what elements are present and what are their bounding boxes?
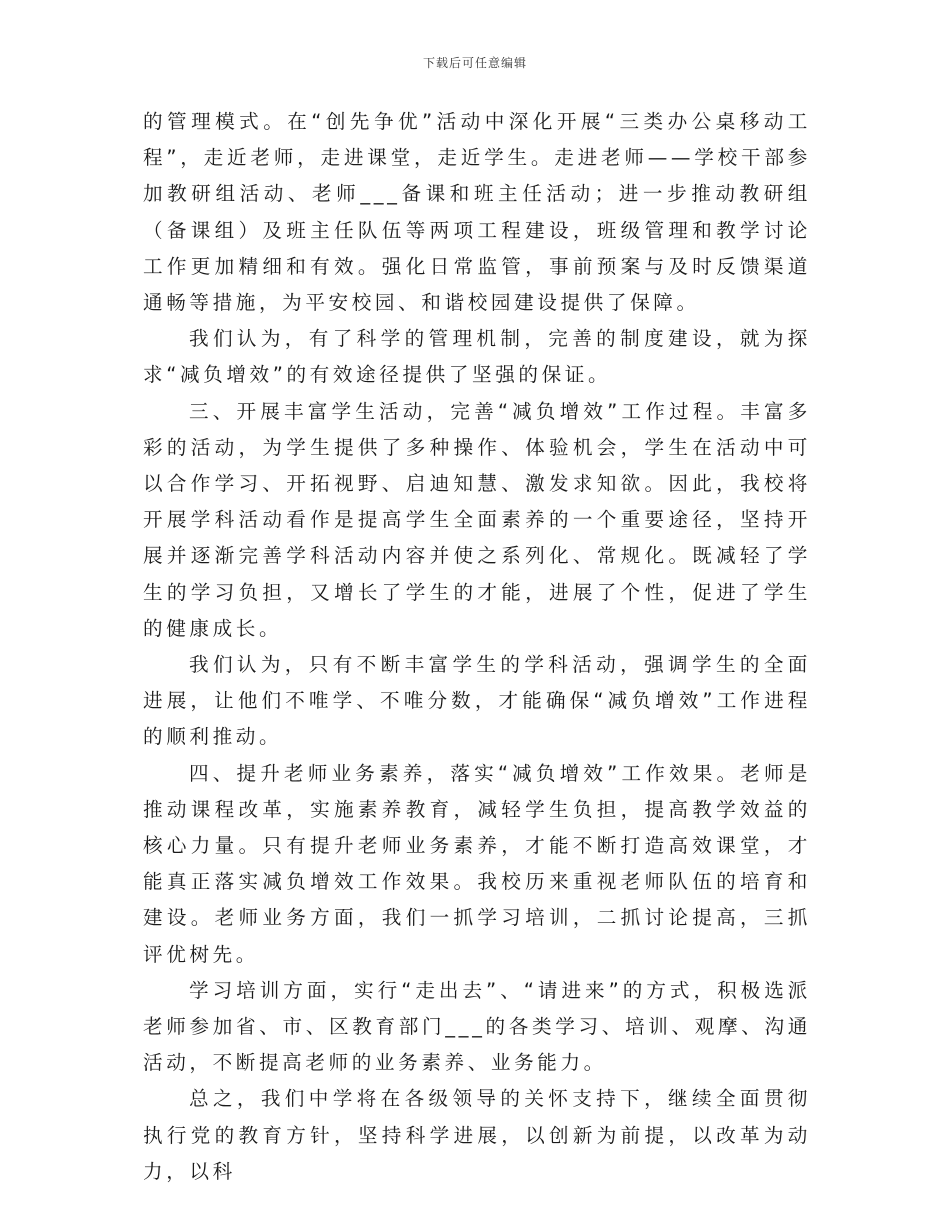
header-note: 下载后可任意编辑: [422, 56, 527, 70]
paragraph-1: 的管理模式。在“创先争优”活动中深化开展“三类办公桌移动工程”，走近老师，走进课堂，走近学生。走进老师——学校干部参加教研组活动、老师___备课和班主任活动；进一步推动教研组（备课组）及班主任队伍等两项工程建设，班级管理和教学讨论工作更加精细和有效。强化日常监管，事前预案与及时反馈渠道通畅等措施，为平安校园、和谐校园建设提供了保障。: [143, 110, 811, 315]
paragraph-2: 我们认为，有了科学的管理机制，完善的制度建设，就为探求“减负增效”的有效途径提供了坚强的保证。: [143, 327, 811, 387]
paragraph-6: 学习培训方面，实行“走出去”、“请进来”的方式，积极选派老师参加省、市、区教育部门___的各类学习、培训、观摩、沟通活动，不断提高老师的业务素养、业务能力。: [143, 978, 811, 1075]
paragraph-4: 我们认为，只有不断丰富学生的学科活动，强调学生的全面进展，让他们不唯学、不唯分数，才能确保“减负增效”工作进程的顺利推动。: [143, 653, 811, 749]
paragraph-5: 四、提升老师业务素养，落实“减负增效”工作效果。老师是推动课程改革，实施素养教育，减轻学生负担，提高教学效益的核心力量。只有提升老师业务素养，才能不断打造高效课堂，才能真正落实减负增效工作效果。我校历来重视老师队伍的培育和建设。老师业务方面，我们一抓学习培训，二抓讨论提高，三抓评优树先。: [143, 761, 811, 966]
document-body: [143, 104, 811, 1190]
paragraph-3: 三、开展丰富学生活动，完善“减负增效”工作过程。丰富多彩的活动，为学生提供了多种操作、体验机会，学生在活动中可以合作学习、开拓视野、启迪知慧、激发求知欲。因此，我校将开展学科活动看作是提高学生全面素养的一个重要途径，坚持开展并逐渐完善学科活动内容并使之系列化、常规化。既减轻了学生的学习负担，又增长了学生的才能，进展了个性，促进了学生的健康成长。: [143, 399, 811, 640]
paragraph-7: 总之，我们中学将在各级领导的关怀支持下，继续全面贯彻执行党的教育方针，坚持科学进展，以创新为前提，以改革为动力，以科: [143, 1087, 811, 1183]
